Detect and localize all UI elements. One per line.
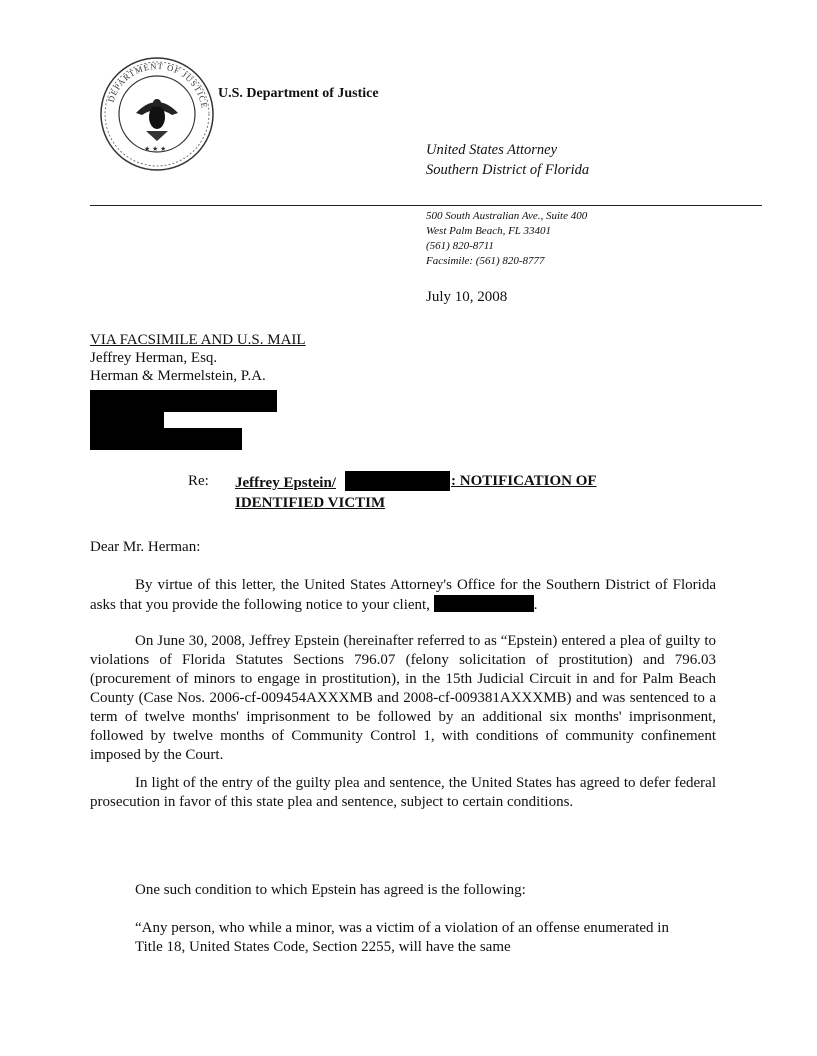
- paragraph-1-text: By virtue of this letter, the United States Attorney's Office for the Southern District of Florida asks that you provide the following notice to your client,: [90, 577, 716, 613]
- paragraph-2: [90, 632, 716, 765]
- redaction-block: [90, 390, 277, 412]
- paragraph-4-text: One such condition to which Epstein has agreed is the following:: [135, 882, 526, 898]
- office-title: United States Attorney: [426, 142, 558, 158]
- paragraph-1-end: .: [533, 597, 538, 613]
- department-name: U.S. Department of Justice: [218, 86, 379, 101]
- svg-text:DEPARTMENT OF JUSTICE: DEPARTMENT OF JUSTICE: [105, 60, 210, 110]
- address-fax: Facsimile: (561) 820-8777: [426, 255, 545, 267]
- inside-address: [90, 331, 306, 385]
- letter-date: July 10, 2008: [426, 289, 508, 305]
- office-address: [426, 209, 587, 269]
- svg-text:★ ★ ★: ★ ★ ★: [144, 145, 167, 153]
- redaction-block: [434, 595, 534, 612]
- salutation: Dear Mr. Herman:: [90, 539, 201, 555]
- redaction-block: [90, 412, 164, 428]
- paragraph-2-text: On June 30, 2008, Jeffrey Epstein (hereinafter referred to as “Epstein) entered a plea of guilty to violations of Florida Statutes Sections 796.07 (felony solicitation of prostitution) and 796.03 (procurement of minors to engage in prostitution), in the 15th Judicial Circuit in and for Palm Beach County (Case Nos. 2006-cf-009454AXXXMB and 2008-cf-009381AXXXMB) and was sentenced to a term of twelve months' imprisonment to be followed by an additional six months' imprisonment, followed by twelve months of Community Control 1, with conditions of community confinement imposed by the Court.: [90, 633, 716, 763]
- redaction-block: [345, 471, 450, 491]
- subject-label: Re:: [188, 473, 209, 489]
- address-city: West Palm Beach, FL 33401: [426, 225, 551, 237]
- subject-line1-suffix: : NOTIFICATION OF: [451, 473, 597, 489]
- address-phone: (561) 820-8711: [426, 240, 494, 252]
- recipient-name: Jeffrey Herman, Esq.: [90, 350, 218, 366]
- delivery-method: VIA FACSIMILE AND U.S. MAIL: [90, 332, 306, 348]
- quoted-condition: “Any person, who while a minor, was a victim of a violation of an offense enumerated in Title 18, United States Code, Section 2255, will have the same: [135, 920, 669, 955]
- paragraph-1: [90, 576, 716, 615]
- paragraph-3-text: In light of the entry of the guilty plea and sentence, the United States has agreed to defer federal prosecution in favor of this state plea and sentence, subject to certain conditions.: [90, 775, 716, 810]
- paragraph-4: [90, 881, 716, 900]
- paragraph-3: [90, 774, 716, 812]
- doj-seal-icon: [98, 55, 216, 173]
- redaction-block: [90, 428, 242, 450]
- office-district: Southern District of Florida: [426, 162, 590, 178]
- subject-line2: IDENTIFIED VICTIM: [235, 495, 386, 511]
- address-street: 500 South Australian Ave., Suite 400: [426, 210, 588, 222]
- office-block: [426, 140, 589, 180]
- subject-line1: Jeffrey Epstein/: [235, 475, 336, 491]
- recipient-firm: Herman & Mermelstein, P.A.: [90, 368, 266, 384]
- header-divider: [90, 205, 762, 206]
